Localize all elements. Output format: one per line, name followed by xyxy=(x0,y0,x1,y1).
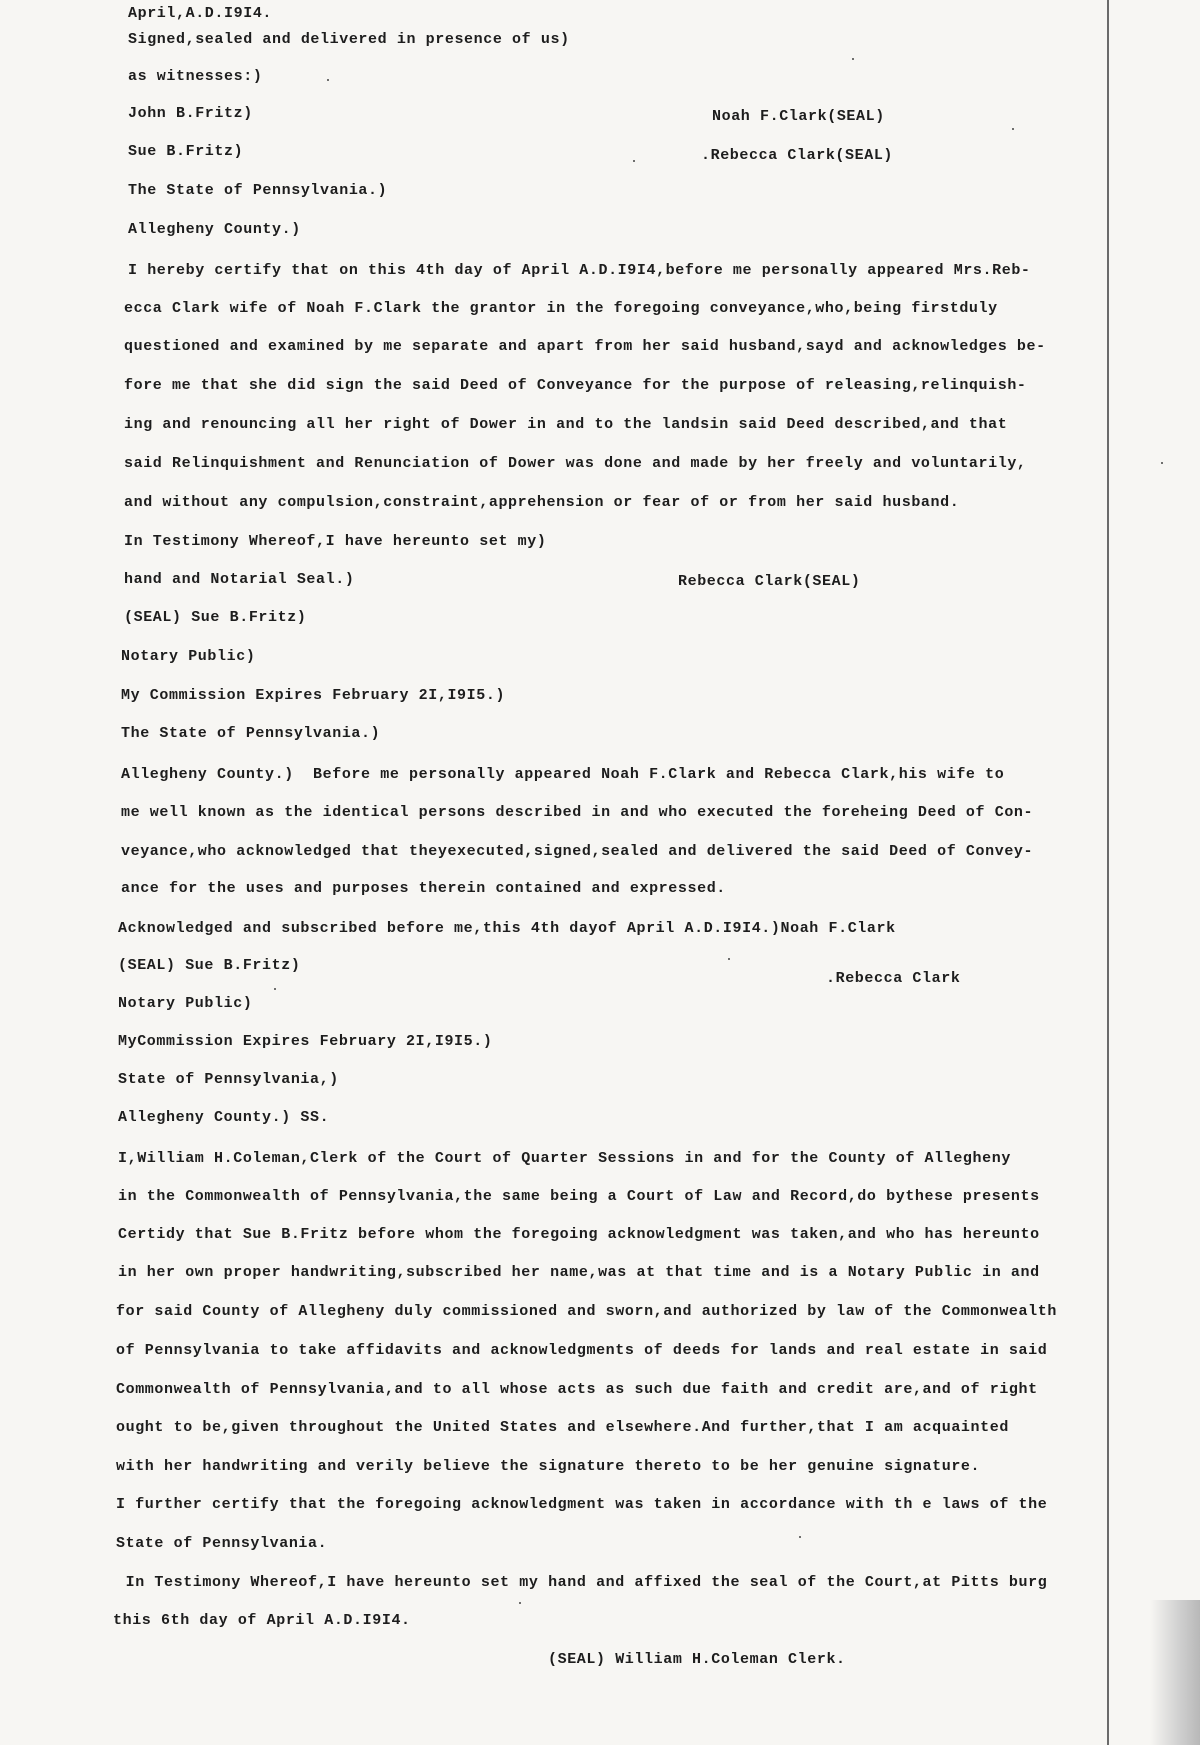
doc-line: ecca Clark wife of Noah F.Clark the grantor in the foregoing conveyance,who,being firstduly xyxy=(124,300,998,317)
doc-line: Rebecca Clark(SEAL) xyxy=(678,573,861,590)
doc-line: State of Pennsylvania. xyxy=(116,1535,328,1552)
doc-line: .Rebecca Clark(SEAL) xyxy=(701,147,894,164)
doc-line: I hereby certify that on this 4th day of April A.D.I9I4,before me personally appeared Mrs.Reb- xyxy=(128,262,1031,279)
doc-line: Certidy that Sue B.Fritz before whom the foregoing acknowledgment was taken,and who has hereunto xyxy=(118,1226,1040,1243)
doc-line: The State of Pennsylvania.) xyxy=(121,725,381,742)
doc-line: (SEAL) Sue B.Fritz) xyxy=(118,957,301,974)
doc-line: Sue B.Fritz) xyxy=(128,143,244,160)
doc-line: (SEAL) William H.Coleman Clerk. xyxy=(548,1651,846,1668)
ink-speck xyxy=(274,988,276,990)
doc-line: (SEAL) Sue B.Fritz) xyxy=(124,609,307,626)
doc-line: in the Commonwealth of Pennsylvania,the same being a Court of Law and Record,do bythese presents xyxy=(118,1188,1040,1205)
doc-line: me well known as the identical persons described in and who executed the foreheing Deed of Con- xyxy=(121,804,1034,821)
doc-line: ance for the uses and purposes therein contained and expressed. xyxy=(121,880,726,897)
ink-speck xyxy=(852,58,854,60)
page-edge-shadow xyxy=(1150,1600,1200,1745)
ink-speck xyxy=(519,1602,521,1604)
ink-speck xyxy=(728,958,730,960)
doc-line: Acknowledged and subscribed before me,this 4th dayof April A.D.I9I4.)Noah F.Clark xyxy=(118,920,896,937)
ink-speck xyxy=(327,79,329,81)
doc-line: State of Pennsylvania,) xyxy=(118,1071,339,1088)
ink-speck xyxy=(1012,128,1014,130)
doc-line: April,A.D.I9I4. xyxy=(128,5,273,22)
doc-line: I,William H.Coleman,Clerk of the Court of Quarter Sessions in and for the County of Allegheny xyxy=(118,1150,1011,1167)
doc-line: with her handwriting and verily believe the signature thereto to be her genuine signature. xyxy=(116,1458,981,1475)
ink-speck xyxy=(799,1536,801,1538)
ink-speck xyxy=(633,160,635,162)
doc-line: as witnesses:) xyxy=(128,68,263,85)
doc-line: this 6th day of April A.D.I9I4. xyxy=(113,1612,411,1629)
doc-line: Noah F.Clark(SEAL) xyxy=(712,108,885,125)
doc-line: Commonwealth of Pennsylvania,and to all whose acts as such due faith and credit are,and of right xyxy=(116,1381,1038,1398)
doc-line: My Commission Expires February 2I,I9I5.) xyxy=(121,687,506,704)
page-right-rule xyxy=(1107,0,1109,1745)
doc-line: Signed,sealed and delivered in presence of us) xyxy=(128,31,570,48)
doc-line: In Testimony Whereof,I have hereunto set my) xyxy=(124,533,547,550)
doc-line: hand and Notarial Seal.) xyxy=(124,571,355,588)
doc-line: The State of Pennsylvania.) xyxy=(128,182,388,199)
doc-line: MyCommission Expires February 2I,I9I5.) xyxy=(118,1033,493,1050)
doc-line: said Relinquishment and Renunciation of Dower was done and made by her freely and voluntarily, xyxy=(124,455,1027,472)
doc-line: Notary Public) xyxy=(118,995,253,1012)
doc-line: ought to be,given throughout the United States and elsewhere.And further,that I am acquainted xyxy=(116,1419,1009,1436)
doc-line: fore me that she did sign the said Deed of Conveyance for the purpose of releasing,relinquish- xyxy=(124,377,1027,394)
doc-line: John B.Fritz) xyxy=(128,105,253,122)
doc-line: .Rebecca Clark xyxy=(826,970,961,987)
ink-speck xyxy=(1161,462,1163,464)
doc-line: Allegheny County.) Before me personally appeared Noah F.Clark and Rebecca Clark,his wife to xyxy=(121,766,1005,783)
doc-line: questioned and examined by me separate and apart from her said husband,sayd and acknowledges be- xyxy=(124,338,1046,355)
doc-line: Notary Public) xyxy=(121,648,256,665)
doc-line: Allegheny County.) xyxy=(128,221,301,238)
doc-line: ing and renouncing all her right of Dower in and to the landsin said Deed described,and that xyxy=(124,416,1008,433)
doc-line: of Pennsylvania to take affidavits and acknowledgments of deeds for lands and real estate in said xyxy=(116,1342,1048,1359)
doc-line: in her own proper handwriting,subscribed her name,was at that time and is a Notary Public in and xyxy=(118,1264,1040,1281)
doc-line: Allegheny County.) SS. xyxy=(118,1109,330,1126)
doc-line: veyance,who acknowledged that theyexecuted,signed,sealed and delivered the said Deed of Convey- xyxy=(121,843,1034,860)
doc-line: In Testimony Whereof,I have hereunto set my hand and affixed the seal of the Court,at Pitts burg xyxy=(116,1574,1048,1591)
doc-line: I further certify that the foregoing acknowledgment was taken in accordance with th e laws of the xyxy=(116,1496,1048,1513)
doc-line: and without any compulsion,constraint,apprehension or fear of or from her said husband. xyxy=(124,494,960,511)
doc-line: for said County of Allegheny duly commissioned and sworn,and authorized by law of the Commonwealth xyxy=(116,1303,1057,1320)
